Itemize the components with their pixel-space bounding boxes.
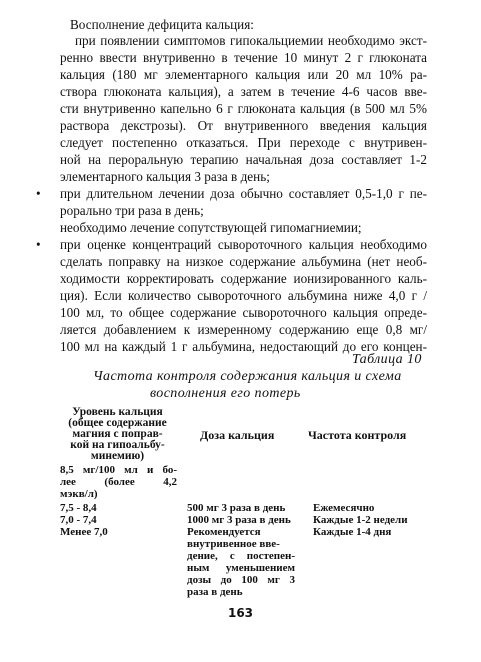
dose-line: дозы до 100 мг 3 (187, 574, 295, 586)
header-line: магния с поправ- (72, 428, 163, 440)
table-header-frequency: Частота контроля (308, 428, 407, 442)
header-line: (общее содержание (68, 417, 167, 429)
table-cell-frequency: Каждые 1-2 недели (313, 514, 408, 526)
table-cell-level: лее (более 4,2 (60, 476, 177, 488)
text-line: при появлении симптомов гипокальциемии необходимо экст- (75, 33, 427, 48)
table-header-dose: Доза кальция (200, 428, 275, 442)
text-line: необходимо лечение сопутствующей гипомагниемии; (60, 220, 362, 235)
page-number: 163 (227, 606, 254, 620)
dose-line: раза в день (187, 586, 243, 598)
text-line: следует постепенно отказаться. При переходе с внутривен- (60, 135, 427, 150)
dose-line: Рекомендуется (187, 526, 261, 538)
text-line: ляется добавлением к измеренному содержанию еще 0,8 мг/ (60, 322, 427, 337)
text-line: ренно ввести внутривенно в течение 10 минут 2 г глюконата (60, 50, 427, 65)
dose-line: ным уменьшением (187, 562, 295, 574)
table-caption-line: Частота контроля содержания кальция и схема (93, 369, 402, 384)
text-line: ция). Если количество сывороточного альбумина ниже 4,0 г / (60, 288, 427, 303)
text-line: рорально три раза в день; (60, 203, 204, 218)
text-line: раствора декстрозы). От внутривенного введения кальция (60, 118, 427, 133)
dose-line: внутривенное вве- (187, 538, 280, 550)
header-line: минемию) (90, 450, 145, 462)
text-line: 100 мл, то общее содержание сывороточного кальция опреде- (60, 305, 427, 320)
table-cell-level: мэкв/л) (60, 488, 98, 500)
dose-line: дение, с постепен- (187, 550, 295, 562)
bullet-marker: • (36, 237, 41, 252)
text-line: кальция (180 мг элементарного кальция или 20 мл 10% ра- (60, 67, 427, 82)
table-label: Таблица 10 (352, 352, 422, 367)
text-line: сделать поправку на низкое содержание альбумина (нет необ- (60, 254, 427, 269)
table-cell-dose: 1000 мг 3 раза в день (187, 514, 291, 526)
table-cell-level: 7,5 - 8,4 (60, 502, 97, 514)
text-line: при длительном лечении доза обычно составляет 0,5-1,0 г пе- (60, 186, 427, 201)
header-line: Уровень кальция (72, 406, 163, 418)
text-line: сти внутривенно капельно 6 г глюконата кальция (в 500 мл 5% (60, 101, 427, 116)
table-cell-level: 8,5 мг/100 мл и бо- (60, 464, 177, 476)
table-caption-line: восполнения его потерь (150, 386, 301, 401)
section-heading: Восполнение дефицита кальция: (70, 17, 254, 32)
text-line: ной на пероральную терапию начальная доза составляет 1-2 (60, 152, 427, 167)
text-line: элементарного кальция 3 раза в день; (60, 169, 270, 184)
table-cell-frequency: Ежемесячно (313, 502, 375, 514)
text-line: створа глюконата кальция), а затем в течение 4-6 часов вве- (60, 84, 427, 99)
text-line: 100 мл на каждый 1 г альбумина, недостающий до его концен- (60, 339, 427, 354)
table-cell-dose: 500 мг 3 раза в день (187, 502, 286, 514)
table-cell-level: 7,0 - 7,4 (60, 514, 97, 526)
bullet-marker: • (36, 186, 41, 201)
table-cell-level: Менее 7,0 (60, 526, 108, 538)
table-cell-frequency: Каждые 1-4 дня (313, 526, 392, 538)
header-line: кой на гипоальбу- (70, 439, 165, 451)
text-line: ходимости корректировать содержание ионизированного каль- (60, 271, 427, 286)
text-line: при оценке концентраций сывороточного кальция необходимо (60, 237, 427, 252)
